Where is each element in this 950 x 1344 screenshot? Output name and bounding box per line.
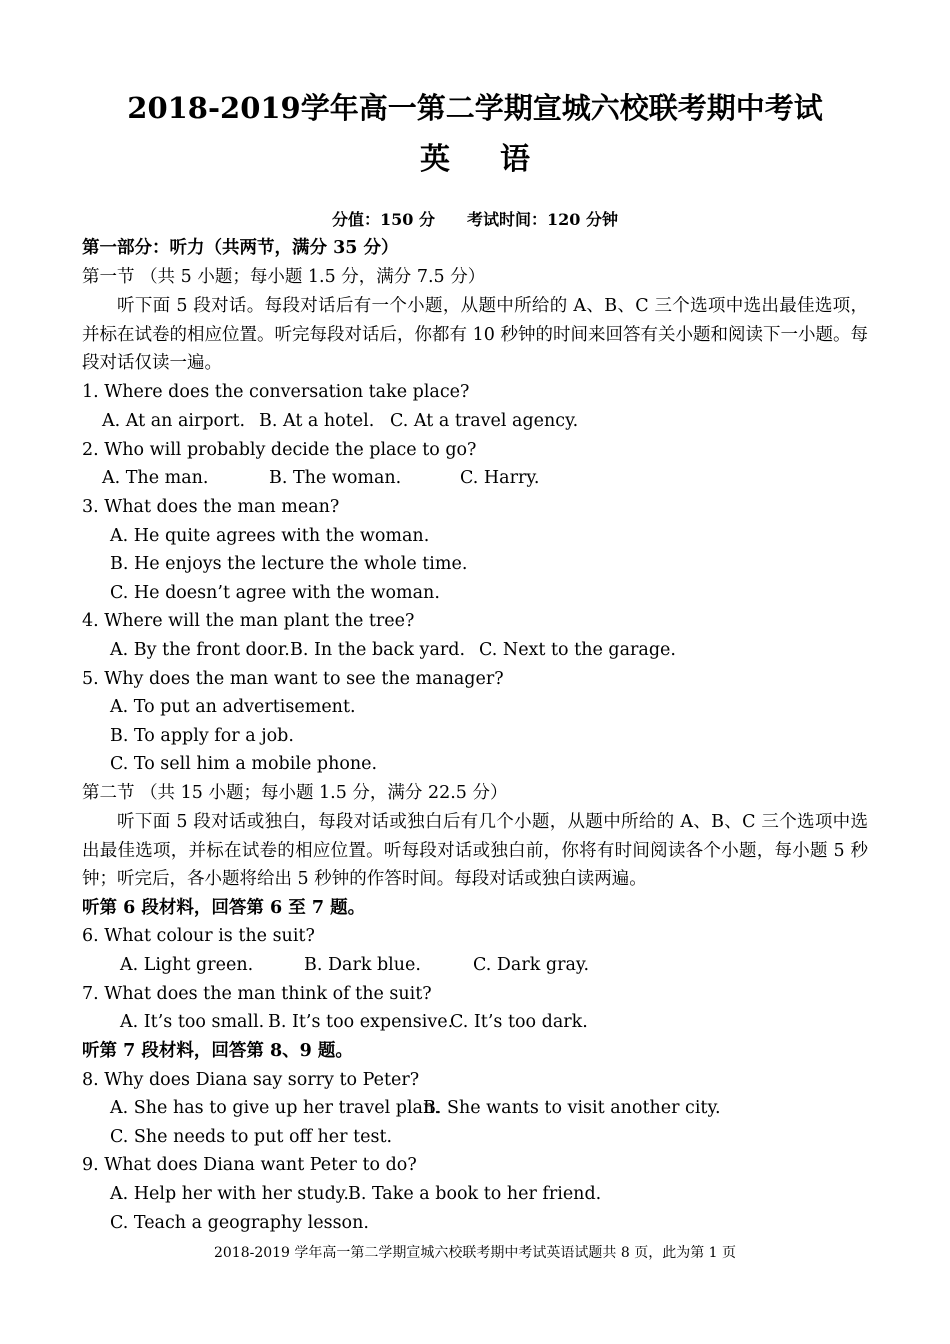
option: C. Next to the garage. bbox=[479, 640, 676, 660]
score-info: 分值：150 分 bbox=[332, 210, 435, 229]
option: C. At a travel agency. bbox=[390, 411, 579, 431]
option: A. The man. bbox=[102, 468, 209, 488]
page-footer: 2018-2019 学年高一第二学期宣城六校联考期中考试英语试题共 8 页，此为第 1 页 bbox=[213, 1245, 737, 1261]
question-stem: 6. What colour is the suit? bbox=[82, 926, 315, 946]
question-stem: 8. Why does Diana say sorry to Peter? bbox=[82, 1070, 420, 1090]
material-heading: 听第 6 段材料，回答第 6 至 7 题。 bbox=[82, 898, 366, 918]
option: A. Help her with her study. bbox=[110, 1184, 349, 1204]
time-info: 考试时间：120 分钟 bbox=[467, 210, 618, 229]
subject-char: 语 bbox=[500, 142, 530, 177]
question-stem: 2. Who will probably decide the place to go? bbox=[82, 440, 477, 460]
question-stem: 4. Where will the man plant the tree? bbox=[82, 611, 415, 631]
option: C. It’s too dark. bbox=[450, 1012, 588, 1032]
option: B. Take a book to her friend. bbox=[348, 1184, 602, 1204]
material-heading: 听第 7 段材料，回答第 8、9 题。 bbox=[82, 1041, 353, 1061]
option: B. In the back yard. bbox=[290, 640, 466, 660]
question-stem: 3. What does the man mean? bbox=[82, 497, 340, 517]
option: C. She needs to put off her test. bbox=[110, 1127, 393, 1147]
subject-title bbox=[0, 140, 950, 180]
option: A. To put an advertisement. bbox=[110, 697, 356, 717]
option: B. She wants to visit another city. bbox=[423, 1098, 721, 1118]
section1-instructions: 听下面 5 段对话。每段对话后有一个小题，从题中所给的 A、B、C 三个选项中选出最佳选项，并标在试卷的相应位置。听完每段对话后，你都有 10 秒钟的时间来回答有关小题和阅读下一小题。每段对话仅读一遍。 bbox=[82, 296, 868, 374]
option: C. To sell him a mobile phone. bbox=[110, 754, 378, 774]
option: B. The woman. bbox=[269, 468, 402, 488]
exam-title: 2018-2019学年高一第二学期宣城六校联考期中考试 bbox=[127, 91, 823, 125]
option: A. Light green. bbox=[120, 955, 254, 975]
option: B. Dark blue. bbox=[304, 955, 421, 975]
option: B. At a hotel. bbox=[259, 411, 375, 431]
question-stem: 9. What does Diana want Peter to do? bbox=[82, 1155, 417, 1175]
option: C. He doesn’t agree with the woman. bbox=[110, 583, 440, 603]
option: A. He quite agrees with the woman. bbox=[110, 526, 430, 546]
section2-heading: 第二节 （共 15 小题；每小题 1.5 分，满分 22.5 分） bbox=[82, 783, 508, 803]
option: C. Harry. bbox=[460, 468, 540, 488]
part1-heading: 第一部分：听力（共两节，满分 35 分） bbox=[82, 238, 399, 258]
section2-instructions: 听下面 5 段对话或独白，每段对话或独白后有几个小题，从题中所给的 A、B、C 三个选项中选出最佳选项，并标在试卷的相应位置。听每段对话或独白前，你将有时间阅读各个小题，每小题 5 秒钟；听完后，各小题将给出 5 秒钟的作答时间。每段对话或独白读两遍。 bbox=[82, 812, 868, 890]
option: A. By the front door. bbox=[110, 640, 290, 660]
question-stem: 5. Why does the man want to see the manager? bbox=[82, 669, 504, 689]
option: A. It’s too small. bbox=[120, 1012, 265, 1032]
question-stem: 1. Where does the conversation take place? bbox=[82, 382, 470, 402]
option: B. He enjoys the lecture the whole time. bbox=[110, 554, 468, 574]
option: A. She has to give up her travel plan. bbox=[110, 1098, 440, 1118]
subject-char: 英 bbox=[420, 142, 450, 177]
option: A. At an airport. bbox=[102, 411, 246, 431]
option: C. Dark gray. bbox=[473, 955, 590, 975]
option: B. It’s too expensive. bbox=[268, 1012, 454, 1032]
section1-heading: 第一节 （共 5 小题；每小题 1.5 分，满分 7.5 分） bbox=[82, 267, 486, 287]
question-stem: 7. What does the man think of the suit? bbox=[82, 984, 432, 1004]
option: C. Teach a geography lesson. bbox=[110, 1213, 369, 1233]
option: B. To apply for a job. bbox=[110, 726, 294, 746]
exam-meta bbox=[0, 208, 950, 232]
